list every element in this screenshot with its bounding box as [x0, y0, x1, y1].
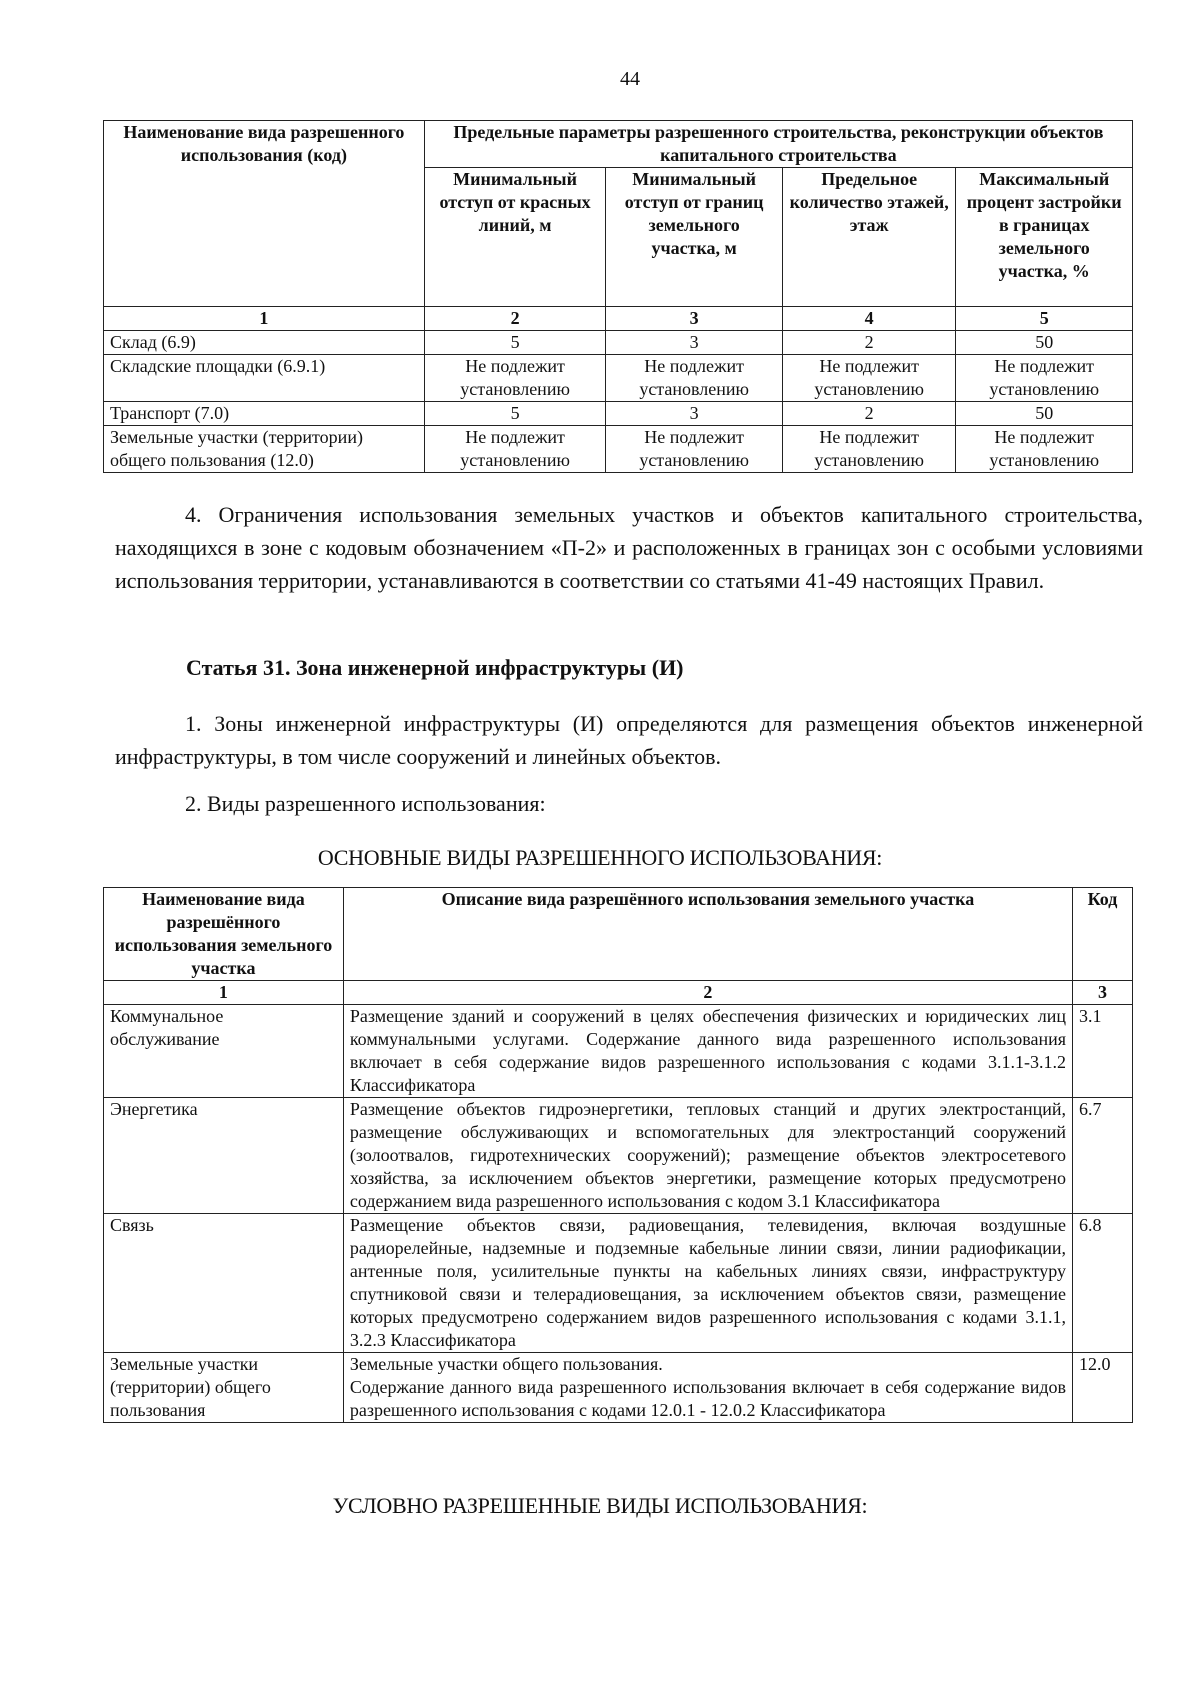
cell-use-name: Коммунальное обслуживание — [104, 1005, 344, 1098]
cell-value: 2 — [782, 402, 956, 426]
table-row — [104, 402, 1133, 426]
cell-use-name: Транспорт (7.0) — [104, 402, 425, 426]
main-uses-caption: ОСНОВНЫЕ ВИДЫ РАЗРЕШЕННОГО ИСПОЛЬЗОВАНИЯ: — [317, 845, 883, 870]
column-header-group: Предельные параметры разрешенного строительства, реконструкции объектов капитального строительства — [424, 121, 1132, 168]
cell-value: Не подлежит установлению — [424, 426, 606, 473]
cell-value: 3 — [606, 402, 783, 426]
column-number: 1 — [104, 981, 344, 1005]
column-header-boundary-setback: Минимальный отступ от границ земельного участка, м — [606, 168, 783, 307]
cell-code: 3.1 — [1073, 1005, 1133, 1098]
column-number-row — [104, 307, 1133, 331]
cell-value: Не подлежит установлению — [782, 426, 956, 473]
column-header-name: Наименование вида разрешенного использования (код) — [104, 121, 425, 307]
table-header-row — [104, 121, 1133, 168]
cell-use-name: Складские площадки (6.9.1) — [104, 355, 425, 402]
column-number: 3 — [606, 307, 783, 331]
cell-description — [343, 1353, 1072, 1423]
paragraph-zone-definition: 1. Зоны инженерной инфраструктуры (И) определяются для размещения объектов инженерной инфраструктуры, в том числе сооружений и линейных объектов. — [115, 711, 1143, 769]
paragraph-use-types: 2. Виды разрешенного использования: — [185, 791, 546, 816]
column-number: 1 — [104, 307, 425, 331]
column-header-name: Наименование вида разрешённого использования земельного участка — [104, 888, 344, 981]
cell-code: 6.8 — [1073, 1214, 1133, 1353]
column-header-floors: Предельное количество этажей, этаж — [782, 168, 956, 307]
conditional-uses-caption: УСЛОВНО РАЗРЕШЕННЫЕ ВИДЫ ИСПОЛЬЗОВАНИЯ: — [332, 1493, 868, 1518]
article-heading: Статья 31. Зона инженерной инфраструктуры (И) — [186, 655, 684, 680]
cell-description: Размещение зданий и сооружений в целях обеспечения физических и юридических лиц коммунальными услугами. Содержание данного вида разрешенного использования включает в себя содержание видов разрешенного использования с кодами 3.1.1-3.1.2 Классификатора — [343, 1005, 1072, 1098]
cell-use-name: Связь — [104, 1214, 344, 1353]
cell-value: Не подлежит установлению — [606, 426, 783, 473]
cell-code: 6.7 — [1073, 1098, 1133, 1214]
paragraph-restrictions: 4. Ограничения использования земельных участков и объектов капитального строительства, находящихся в зоне с кодовым обозначением «П-2» и расположенных в границах зон с особыми условиями использования территории, устанавливаются в соответствии со статьями 41-49 настоящих Правил. — [115, 502, 1143, 593]
cell-use-name: Земельные участки (территории) общего пользования (12.0) — [104, 426, 425, 473]
cell-value: 5 — [424, 331, 606, 355]
column-header-code: Код — [1073, 888, 1133, 981]
column-header-coverage: Максимальный процент застройки в границах земельного участка, % — [956, 168, 1133, 307]
cell-value: 5 — [424, 402, 606, 426]
description-line: Земельные участки общего пользования. — [349, 1354, 663, 1374]
column-number: 5 — [956, 307, 1133, 331]
table-row — [104, 331, 1133, 355]
column-header-description: Описание вида разрешённого использования земельного участка — [343, 888, 1072, 981]
column-number: 2 — [343, 981, 1072, 1005]
table-header-row — [104, 888, 1133, 981]
table-row — [104, 1214, 1133, 1353]
cell-value: 50 — [956, 402, 1133, 426]
cell-use-name: Энергетика — [104, 1098, 344, 1214]
table-row — [104, 355, 1133, 402]
description-line: Содержание данного вида разрешенного использования включает в себя содержание видов разрешенного использования с кодами 12.0.1 - 12.0.2 Классификатора — [349, 1377, 1067, 1420]
column-number-row — [104, 981, 1133, 1005]
page-number: 44 — [620, 68, 640, 90]
cell-value: Не подлежит установлению — [606, 355, 783, 402]
cell-description: Размещение объектов связи, радиовещания, телевидения, включая воздушные радиорелейные, надземные и подземные кабельные линии связи, линии радиофикации, антенные поля, усилительные пункты на кабельных линиях связи, инфраструктуру спутниковой связи и телерадиовещания, за исключением объектов связи, размещение которых предусмотрено содержанием видов разрешенного использования с кодами 3.1.1, 3.2.3 Классификатора — [343, 1214, 1072, 1353]
cell-value: 2 — [782, 331, 956, 355]
cell-description: Размещение объектов гидроэнергетики, тепловых станций и других электростанций, размещение обслуживающих и вспомогательных для электростанций сооружений (золоотвалов, гидротехнических сооружений); размещение объектов электросетевого хозяйства, за исключением объектов энергетики, размещение которых предусмотрено содержанием вида разрешенного использования с кодом 3.1 Классификатора — [343, 1098, 1072, 1214]
cell-use-name: Склад (6.9) — [104, 331, 425, 355]
cell-value: Не подлежит установлению — [956, 355, 1133, 402]
table-row — [104, 1098, 1133, 1214]
cell-value: 3 — [606, 331, 783, 355]
cell-value: Не подлежит установлению — [956, 426, 1133, 473]
column-number: 2 — [424, 307, 606, 331]
cell-value: Не подлежит установлению — [424, 355, 606, 402]
table-row — [104, 1353, 1133, 1423]
permitted-uses-table — [103, 887, 1133, 1423]
cell-use-name: Земельные участки (территории) общего пользования — [104, 1353, 344, 1423]
cell-value: 50 — [956, 331, 1133, 355]
cell-value: Не подлежит установлению — [782, 355, 956, 402]
column-number: 3 — [1073, 981, 1133, 1005]
table-row — [104, 426, 1133, 473]
column-number: 4 — [782, 307, 956, 331]
cell-code: 12.0 — [1073, 1353, 1133, 1423]
table-row — [104, 1005, 1133, 1098]
parameters-table — [103, 120, 1133, 473]
column-header-red-line-setback: Минимальный отступ от красных линий, м — [424, 168, 606, 307]
